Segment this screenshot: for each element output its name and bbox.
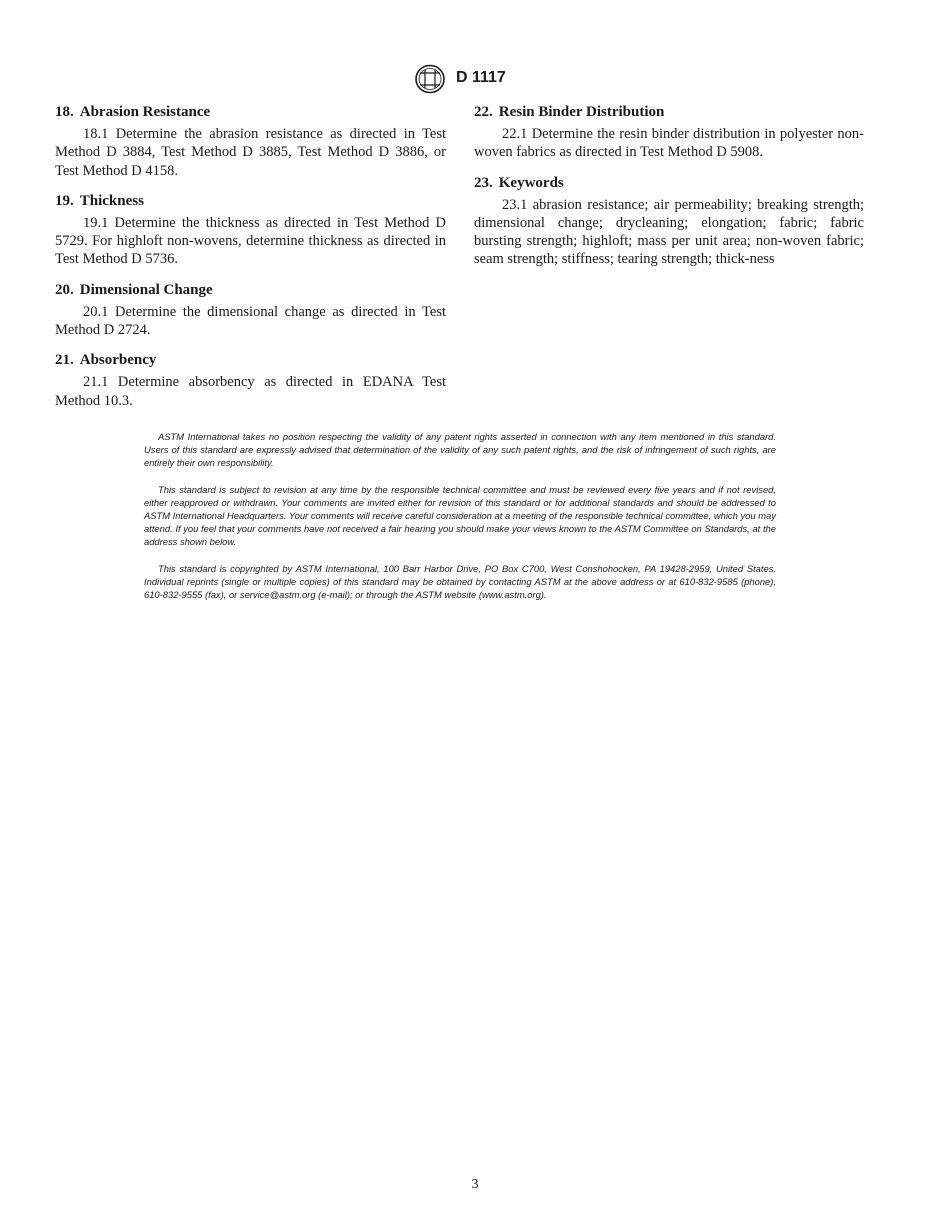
section-paragraph: 23.1 abrasion resistance; air permeability; breaking strength; dimensional change; drycleaning; elongation; fabric; fabric bursting strength; highloft; mass per unit area; non-woven fabric; seam strength; stiffness; tearing strength; thick-ness bbox=[474, 196, 864, 268]
patent-notice: ASTM International takes no position respecting the validity of any patent rights asserted in connection with any item mentioned in this standard. Users of this standard are expressly advised that determination of the validity of any such patent rights, and the risk of infringement of such rights, are entirely their own responsibility. bbox=[144, 431, 776, 468]
section-paragraph: 19.1 Determine the thickness as directed in Test Method D 5729. For highloft non-wovens, determine thickness as directed in Test Method D 5736. bbox=[55, 215, 446, 268]
section-heading bbox=[55, 103, 446, 121]
section-dimensional-change bbox=[55, 281, 446, 340]
section-title: Thickness bbox=[79, 192, 144, 209]
section-heading bbox=[55, 192, 446, 210]
section-paragraph: 21.1 Determine absorbency as directed in EDANA Test Method 10.3. bbox=[55, 374, 446, 409]
section-number: 18. bbox=[55, 104, 74, 120]
section-number: 19. bbox=[55, 192, 74, 209]
copyright-notice: This standard is copyrighted by ASTM International, 100 Barr Harbor Drive, PO Box C700, West Conshohocken, PA 19428-2959, United States. Individual reprints (single or multiple copies) of this standard may be obtained by contacting ASTM at the above address or at 610-832-9585 (phone), 610-832-9555 (fax), or service@astm.org (e-mail); or through the ASTM website (www.astm.org). bbox=[144, 563, 776, 600]
section-heading bbox=[55, 351, 446, 369]
astm-logo-icon bbox=[414, 64, 446, 94]
section-number: 21. bbox=[55, 352, 74, 369]
right-column bbox=[474, 103, 864, 281]
section-abrasion-resistance bbox=[55, 103, 446, 180]
section-number: 22. bbox=[474, 104, 493, 120]
left-column bbox=[55, 103, 446, 422]
section-heading bbox=[55, 281, 446, 299]
page-number: 3 bbox=[471, 1177, 479, 1192]
standard-designation: D 1117 bbox=[456, 69, 506, 86]
legal-notice bbox=[144, 431, 776, 617]
section-paragraph: 20.1 Determine the dimensional change as directed in Test Method D 2724. bbox=[55, 303, 446, 339]
section-keywords bbox=[474, 174, 864, 269]
section-title: Resin Binder Distribution bbox=[498, 104, 665, 120]
section-absorbency bbox=[55, 351, 446, 410]
revision-notice: This standard is subject to revision at any time by the responsible technical committee and must be reviewed every five years and if not revised, either reapproved or withdrawn. Your comments are invited either for revision of this standard or for additional standards and should be addressed to ASTM International Headquarters. Your comments will receive careful consideration at a meeting of the responsible technical committee, which you may attend. If you feel that your comments have not received a fair hearing you should make your views known to the ASTM Committee on Standards, at the address shown below. bbox=[144, 484, 776, 547]
section-thickness bbox=[55, 192, 446, 269]
page-header bbox=[0, 64, 950, 94]
section-paragraph: 18.1 Determine the abrasion resistance as directed in Test Method D 3884, Test Method D 3885, Test Method D 3886, or Test Method D 4158. bbox=[55, 126, 446, 179]
section-number: 20. bbox=[55, 281, 74, 298]
section-title: Abrasion Resistance bbox=[79, 104, 211, 120]
section-paragraph: 22.1 Determine the resin binder distribution in polyester non-woven fabrics as directed in Test Method D 5908. bbox=[474, 126, 864, 161]
section-title: Dimensional Change bbox=[79, 281, 213, 298]
section-title: Keywords bbox=[498, 174, 564, 191]
section-resin-binder-distribution bbox=[474, 103, 864, 162]
section-title: Absorbency bbox=[79, 352, 157, 369]
section-heading bbox=[474, 174, 864, 192]
section-heading bbox=[474, 103, 864, 121]
section-number: 23. bbox=[474, 174, 493, 191]
